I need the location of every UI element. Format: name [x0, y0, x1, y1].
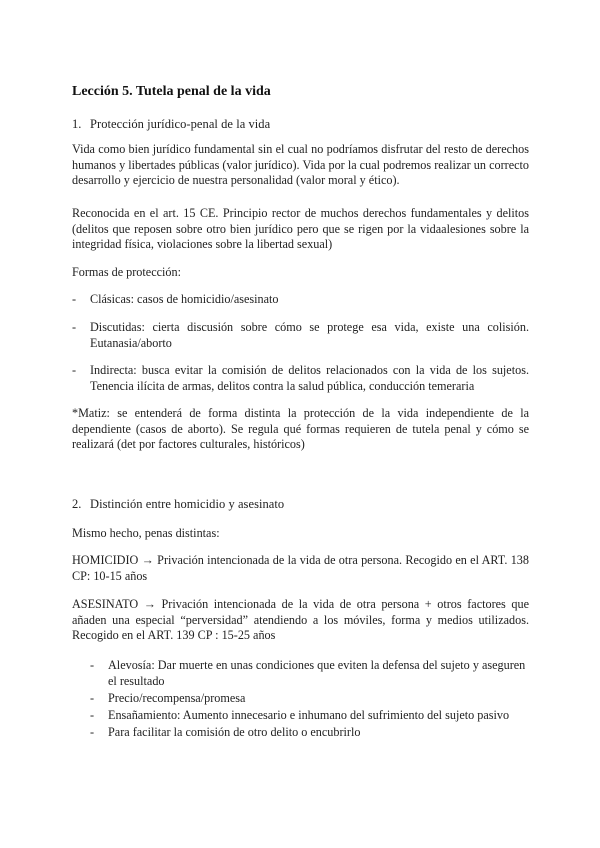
list-item-text: Discutidas: cierta discusión sobre cómo se protege esa vida, existe una colisión. Eutanasia/aborto	[90, 320, 529, 350]
list-item-facilitar-delito	[90, 725, 530, 741]
list-item-text: Indirecta: busca evitar la comisión de delitos relacionados con la vida de los sujetos. Tenencia ilícita de armas, delitos contra la salud pública, conducción temeraria	[90, 363, 529, 393]
list-item-indirecta	[72, 363, 529, 394]
paragraph-homicidio: HOMICIDIO → Privación intencionada de la vida de otra persona. Recogido en el ART. 138 CP: 10-15 años	[72, 553, 529, 583]
section-2-title: Distinción entre homicidio y asesinato	[90, 497, 285, 511]
paragraph-matiz: *Matiz: se entenderá de forma distinta la protección de la vida independiente de la dependiente (casos de aborto). Se regula qué formas requieren de tutela penal y cómo se realizará (det por factores culturales, históricos)	[72, 406, 529, 451]
paragraph-asesinato: ASESINATO → Privación intencionada de la vida de otra persona + otros factores que añaden una especial “perversidad” atendiendo a los móviles, forma y medios utilizados. Recogido en el ART. 139 CP : 15-25 años	[72, 597, 529, 642]
section-1-number: 1.	[72, 117, 82, 131]
list-item-text: Alevosía: Dar muerte en unas condiciones que eviten la defensa del sujeto y aseguren el resultado	[108, 658, 526, 688]
list-dash: -	[72, 363, 77, 377]
list-item-text: Precio/recompensa/promesa	[108, 690, 246, 705]
list-item-clasicas	[72, 292, 529, 308]
page-title: Lección 5. Tutela penal de la vida	[72, 84, 271, 99]
section-2-heading	[72, 497, 284, 512]
list-item-text: Ensañamiento: Aumento innecesario e inhumano del sufrimiento del sujeto pasivo	[108, 707, 510, 722]
list-dash: -	[72, 320, 77, 334]
list-dash: -	[90, 724, 95, 739]
aggravants-list	[90, 658, 530, 742]
paragraph-formas-proteccion: Formas de protección:	[72, 265, 181, 279]
list-dash: -	[72, 292, 77, 306]
paragraph-art-15-ce: Reconocida en el art. 15 CE. Principio rector de muchos derechos fundamentales y delitos (delitos que reposen sobre otro bien jurídico pero que se rigen por la vidaalesiones sobre la integridad física, violaciones sobre la libertad sexual)	[72, 206, 529, 251]
list-item-discutidas	[72, 320, 529, 351]
list-item-text: Clásicas: casos de homicidio/asesinato	[90, 292, 279, 306]
paragraph-vida-bien-juridico: Vida como bien jurídico fundamental sin el cual no podríamos disfrutar del resto de derechos humanos y libertades públicas (valor jurídico). Vida por la cual podremos realizar un correcto desarrollo y ejercicio de nuestra personalidad (valor moral y ético).	[72, 142, 529, 187]
list-dash: -	[90, 690, 95, 705]
section-2-number: 2.	[72, 497, 82, 511]
paragraph-mismo-hecho: Mismo hecho, penas distintas:	[72, 526, 220, 540]
list-item-text: Para facilitar la comisión de otro delito o encubrirlo	[108, 724, 361, 739]
section-1-heading	[72, 117, 270, 132]
section-1-title: Protección jurídico-penal de la vida	[90, 117, 271, 131]
list-dash: -	[90, 658, 95, 672]
list-item-ensanamiento	[90, 708, 530, 724]
list-item-precio	[90, 691, 530, 707]
list-item-alevosia	[90, 658, 530, 689]
list-dash: -	[90, 707, 95, 722]
